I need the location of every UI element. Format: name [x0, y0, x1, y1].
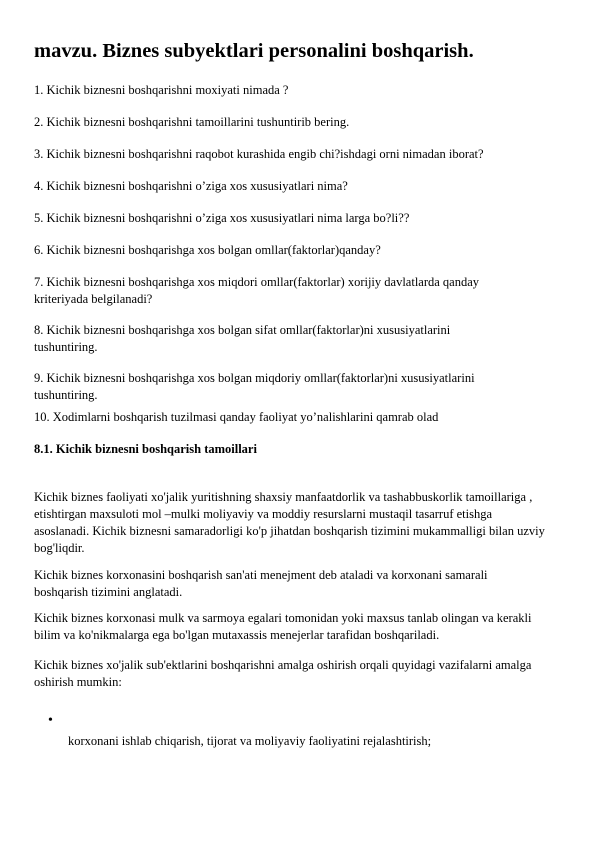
- section-heading: 8.1. Kichik biznesni boshqarish tamoillari: [34, 442, 257, 456]
- question-2: 2. Kichik biznesni boshqarishni tamoillarini tushuntirib bering.: [34, 115, 350, 129]
- question-4: 4. Kichik biznesni boshqarishni o’ziga xos xususiyatlari nima?: [34, 179, 348, 193]
- page-title: mavzu. Biznes subyektlari personalini boshqarish.: [34, 40, 474, 62]
- question-6: 6. Kichik biznesni boshqarishga xos bolgan omllar(faktorlar)qanday?: [34, 243, 381, 257]
- question-9: 9. Kichik biznesni boshqarishga xos bolgan miqdoriy omllar(faktorlar)ni xususiyatlarini tushuntiring.: [34, 371, 475, 402]
- paragraph-3: Kichik biznes korxonasi mulk va sarmoya egalari tomonidan yoki maxsus tanlab olingan va kerakli bilim va ko'nikmalarga ega bo'lgan mutaxassis menejerlar tarafidan boshqariladi.: [34, 611, 532, 642]
- paragraph-4: Kichik biznes xo'jalik sub'ektlarini boshqarishni amalga oshirish orqali quyidagi vazifalarni amalga oshirish mumkin:: [34, 658, 532, 689]
- question-10: 10. Xodimlarni boshqarish tuzilmasi qanday faoliyat yo’nalishlarini qamrab olad: [34, 410, 439, 424]
- question-8: 8. Kichik biznesni boshqarishga xos bolgan sifat omllar(faktorlar)ni xususiyatlarini tushuntiring.: [34, 323, 451, 354]
- paragraph-1: Kichik biznes faoliyati xo'jalik yuritishning shaxsiy manfaatdorlik va tashabbuskorlik tamoillariga , etishtirgan maxsuloti mol –mulki moliyaviy va moddiy resurslarni mustaqil tasarruf etishga asoslanadi. Kichik biznesni samaradorligi ko'p jihatdan boshqarish tizimini mukammalligi bilan uzviy bog'liqdir.: [34, 490, 545, 555]
- question-3: 3. Kichik biznesni boshqarishni raqobot kurashida engib chi?ishdagi orni nimadan iborat?: [34, 147, 484, 161]
- bullet-item: korxonani ishlab chiqarish, tijorat va moliyaviy faoliyatini rejalashtirish;: [68, 734, 432, 748]
- question-1: 1. Kichik biznesni boshqarishni moxiyati nimada ?: [34, 83, 289, 97]
- question-5: 5. Kichik biznesni boshqarishni o’ziga xos xususiyatlari nima larga bo?li??: [34, 211, 410, 225]
- paragraph-2: Kichik biznes korxonasini boshqarish san'ati menejment deb ataladi va korxonani samarali boshqarish tizimini anglatadi.: [34, 568, 488, 599]
- question-7: 7. Kichik biznesni boshqarishga xos miqdori omllar(faktorlar) xorijiy davlatlarda qanday kriteriyada belgilanadi?: [34, 275, 480, 306]
- bullet-marker: •: [48, 713, 53, 728]
